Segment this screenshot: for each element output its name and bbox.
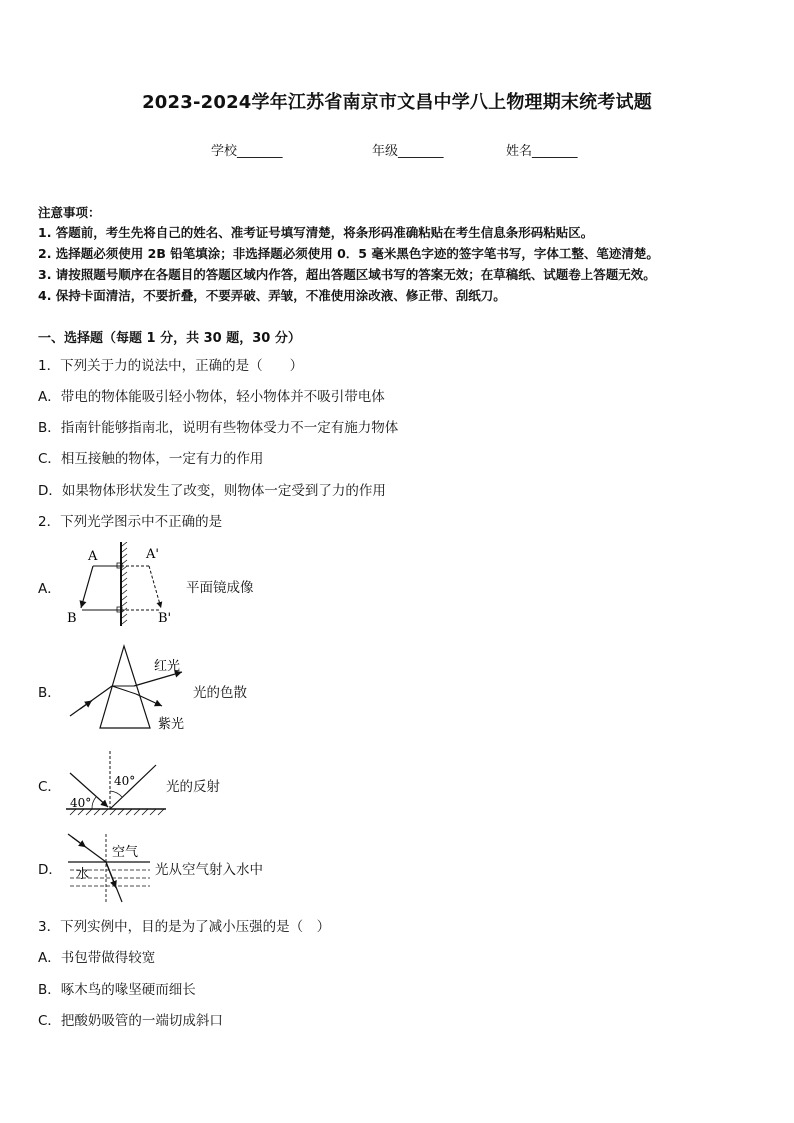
note-item: 4. 保持卡面清洁，不要折叠，不要弄破、弄皱，不准使用涂改液、修正带、刮纸刀。 bbox=[38, 288, 506, 303]
plane-mirror-diagram bbox=[62, 542, 182, 628]
label-a: A bbox=[88, 549, 98, 564]
question-3-option-b: B．啄木鸟的喙坚硬而细长 bbox=[38, 982, 196, 998]
label-b: B bbox=[67, 611, 77, 626]
question-1-option-d: D．如果物体形状发生了改变，则物体一定受到了力的作用 bbox=[38, 483, 386, 499]
school-field: 学校_______ bbox=[211, 144, 283, 159]
question-3-option-a: A．书包带做得较宽 bbox=[38, 950, 156, 966]
question-2-stem: 2．下列光学图示中不正确的是 bbox=[38, 514, 223, 530]
reflection-diagram bbox=[62, 745, 170, 817]
label-a-prime: A' bbox=[146, 547, 159, 562]
question-2-option-a-letter: A． bbox=[38, 581, 61, 597]
question-3-stem: 3．下列实例中，目的是为了减小压强的是（ ） bbox=[38, 919, 331, 935]
label-air: 空气 bbox=[112, 845, 139, 860]
question-2-option-d-letter: D． bbox=[38, 862, 62, 878]
refraction-diagram bbox=[62, 828, 152, 908]
label-angle-reflection: 40° bbox=[114, 774, 136, 788]
label-water: 水 bbox=[76, 867, 90, 882]
grade-field: 年级_______ bbox=[372, 144, 444, 159]
question-2-option-c-letter: C． bbox=[38, 779, 61, 795]
page-title: 2023-2024学年江苏省南京市文昌中学八上物理期末统考试题 bbox=[142, 92, 652, 113]
notes-heading: 注意事项： bbox=[38, 205, 101, 220]
note-item: 1. 答题前，考生先将自己的姓名、准考证号填写清楚，将条形码准确粘贴在考生信息条形码粘贴区。 bbox=[38, 225, 594, 240]
question-1-option-a: A．带电的物体能吸引轻小物体，轻小物体并不吸引带电体 bbox=[38, 389, 385, 405]
section-heading: 一、选择题（每题 1 分，共 30 题，30 分） bbox=[38, 331, 301, 346]
question-3-option-c: C．把酸奶吸管的一端切成斜口 bbox=[38, 1013, 223, 1029]
label-red-light: 红光 bbox=[154, 659, 181, 674]
question-1-stem: 1．下列关于力的说法中，正确的是（ ） bbox=[38, 358, 304, 374]
prism-dispersion-diagram bbox=[62, 642, 202, 734]
question-1-option-b: B．指南针能够指南北，说明有些物体受力不一定有施力物体 bbox=[38, 420, 399, 436]
caption-reflection: 光的反射 bbox=[166, 779, 220, 795]
note-item: 2. 选择题必须使用 2B 铅笔填涂；非选择题必须使用 0．5 毫米黑色字迹的签字笔书写，字体工整、笔迹清楚。 bbox=[38, 246, 659, 261]
label-angle-incidence: 40° bbox=[70, 796, 92, 810]
label-b-prime: B' bbox=[158, 611, 172, 626]
note-item: 3. 请按照题号顺序在各题目的答题区域内作答，超出答题区域书写的答案无效；在草稿纸、试题卷上答题无效。 bbox=[38, 267, 656, 282]
caption-plane-mirror: 平面镜成像 bbox=[186, 580, 254, 596]
question-2-option-b-letter: B． bbox=[38, 685, 61, 701]
name-field: 姓名_______ bbox=[506, 144, 578, 159]
caption-refraction: 光从空气射入水中 bbox=[155, 862, 263, 878]
question-1-option-c: C．相互接触的物体，一定有力的作用 bbox=[38, 451, 264, 467]
label-violet-light: 紫光 bbox=[158, 717, 185, 732]
caption-dispersion: 光的色散 bbox=[193, 685, 247, 701]
